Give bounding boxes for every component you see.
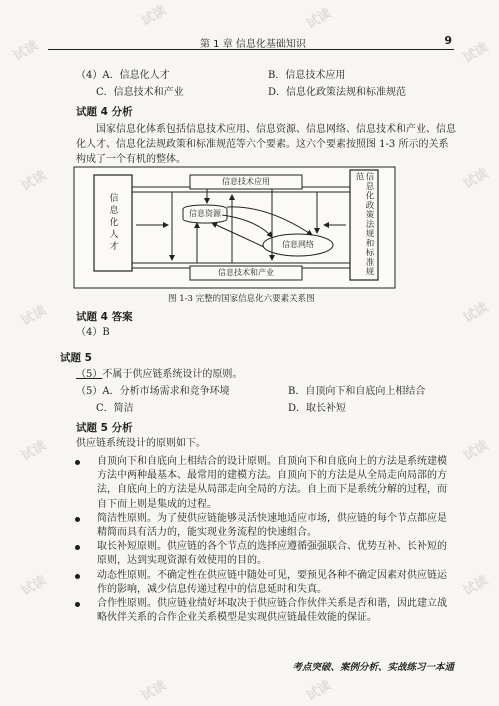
list-item: 自顶向下和自底向上相结合的设计原则。自顶向下和自底向上的方法是系统建模方法中两种最基本、最常用的建模方法。自顶向下的方法是从全局走向局部的方法，自底向上的方法是从局部走向全局的方法。自上而下是系统分解的过程，而自下而上则是集成的过程。 xyxy=(75,455,455,512)
question-prompt xyxy=(76,368,242,382)
list-item: 取长补短原则。供应链的各个节点的选择应遵循强强联合、优势互补、长补短的原则，达到实现资源有效使用的目的。 xyxy=(75,540,455,568)
option-d: D．信息化政策法规和标准规范 xyxy=(268,87,407,98)
list-item: 简洁性原则。为了使供应链能够灵活快速地适应市场，供应链的每个节点都应是精简而具有活力的，能实现业务流程的快速组合。 xyxy=(75,512,455,540)
page-footer: 考点突破、案例分析、实战练习一本通 xyxy=(292,662,454,673)
watermark: 试读 xyxy=(18,303,50,330)
top-box-label: 信息技术应用 xyxy=(222,177,270,186)
bottom-box-label: 信息技术和产业 xyxy=(218,268,274,277)
principles-list xyxy=(75,455,455,625)
right-box-label: 信息化政策法规和标准规范 xyxy=(354,172,374,277)
question-text: 不属于供应链系统设计的原则。 xyxy=(102,369,243,380)
section-heading: 试题 4 分析 xyxy=(76,106,133,118)
watermark: 试读 xyxy=(10,38,42,65)
watermark: 试读 xyxy=(460,166,492,193)
watermark: 试读 xyxy=(138,678,170,705)
network-label: 信息网络 xyxy=(282,240,314,249)
figure-caption: 图 1-3 完整的国家信息化六要素关系图 xyxy=(168,294,315,304)
list-item: 合作性原则。供应链业绩好坏取决于供应链合作伙伴关系是否和谐，因此建立战略伙伴关系的合作企业关系模型是实现供应链最佳效能的保证。 xyxy=(75,597,455,625)
answer-blank: （5） xyxy=(76,369,103,380)
analysis-paragraph: 国家信息化体系包括信息技术应用、信息资源、信息网络、信息技术和产业、信息化人才、信息化法规政策和标准规范等六个要素。这六个要素按照图 1-3 所示的关系构成了一个有机的整体。 xyxy=(76,124,456,165)
question-heading: 试题 5 xyxy=(60,352,92,364)
option-a: （4）A．信息化人才 xyxy=(76,70,170,81)
watermark: 试读 xyxy=(303,678,335,705)
option-b: B．信息技术应用 xyxy=(268,70,346,81)
chapter-title: 第 1 章 信息化基础知识 xyxy=(200,39,306,50)
option-b: B．自顶向下和自底向上相结合 xyxy=(288,386,426,397)
option-d: D．取长补短 xyxy=(288,403,347,414)
watermark: 试读 xyxy=(303,6,335,33)
info-system-diagram xyxy=(72,165,397,290)
watermark: 试读 xyxy=(460,438,492,465)
analysis-intro: 供应链系统设计的原则如下。 xyxy=(76,438,206,449)
option-c: C．简洁 xyxy=(96,403,134,414)
watermark: 试读 xyxy=(460,40,492,67)
page-header xyxy=(48,33,454,50)
section-heading: 试题 5 分析 xyxy=(76,422,133,434)
page-number: 9 xyxy=(444,34,452,47)
watermark: 试读 xyxy=(138,3,170,30)
watermark: 试读 xyxy=(18,573,50,600)
option-c: C．信息技术和产业 xyxy=(96,87,184,98)
watermark: 试读 xyxy=(18,438,50,465)
left-box-label: 信息化人才 xyxy=(107,193,118,253)
answer-value: （4）B xyxy=(76,327,110,338)
option-a: （5）A．分析市场需求和竞争环境 xyxy=(76,386,230,397)
watermark: 试读 xyxy=(18,168,50,195)
list-item: 动态性原则。不确定性在供应链中随处可见，要预见各种不确定因素对供应链运作的影响，减少信息传递过程中的信息延时和失真。 xyxy=(75,569,455,597)
resource-label: 信息资源 xyxy=(189,209,221,218)
watermark: 试读 xyxy=(460,573,492,600)
answer-heading: 试题 4 答案 xyxy=(76,311,133,323)
watermark: 试读 xyxy=(460,300,492,327)
